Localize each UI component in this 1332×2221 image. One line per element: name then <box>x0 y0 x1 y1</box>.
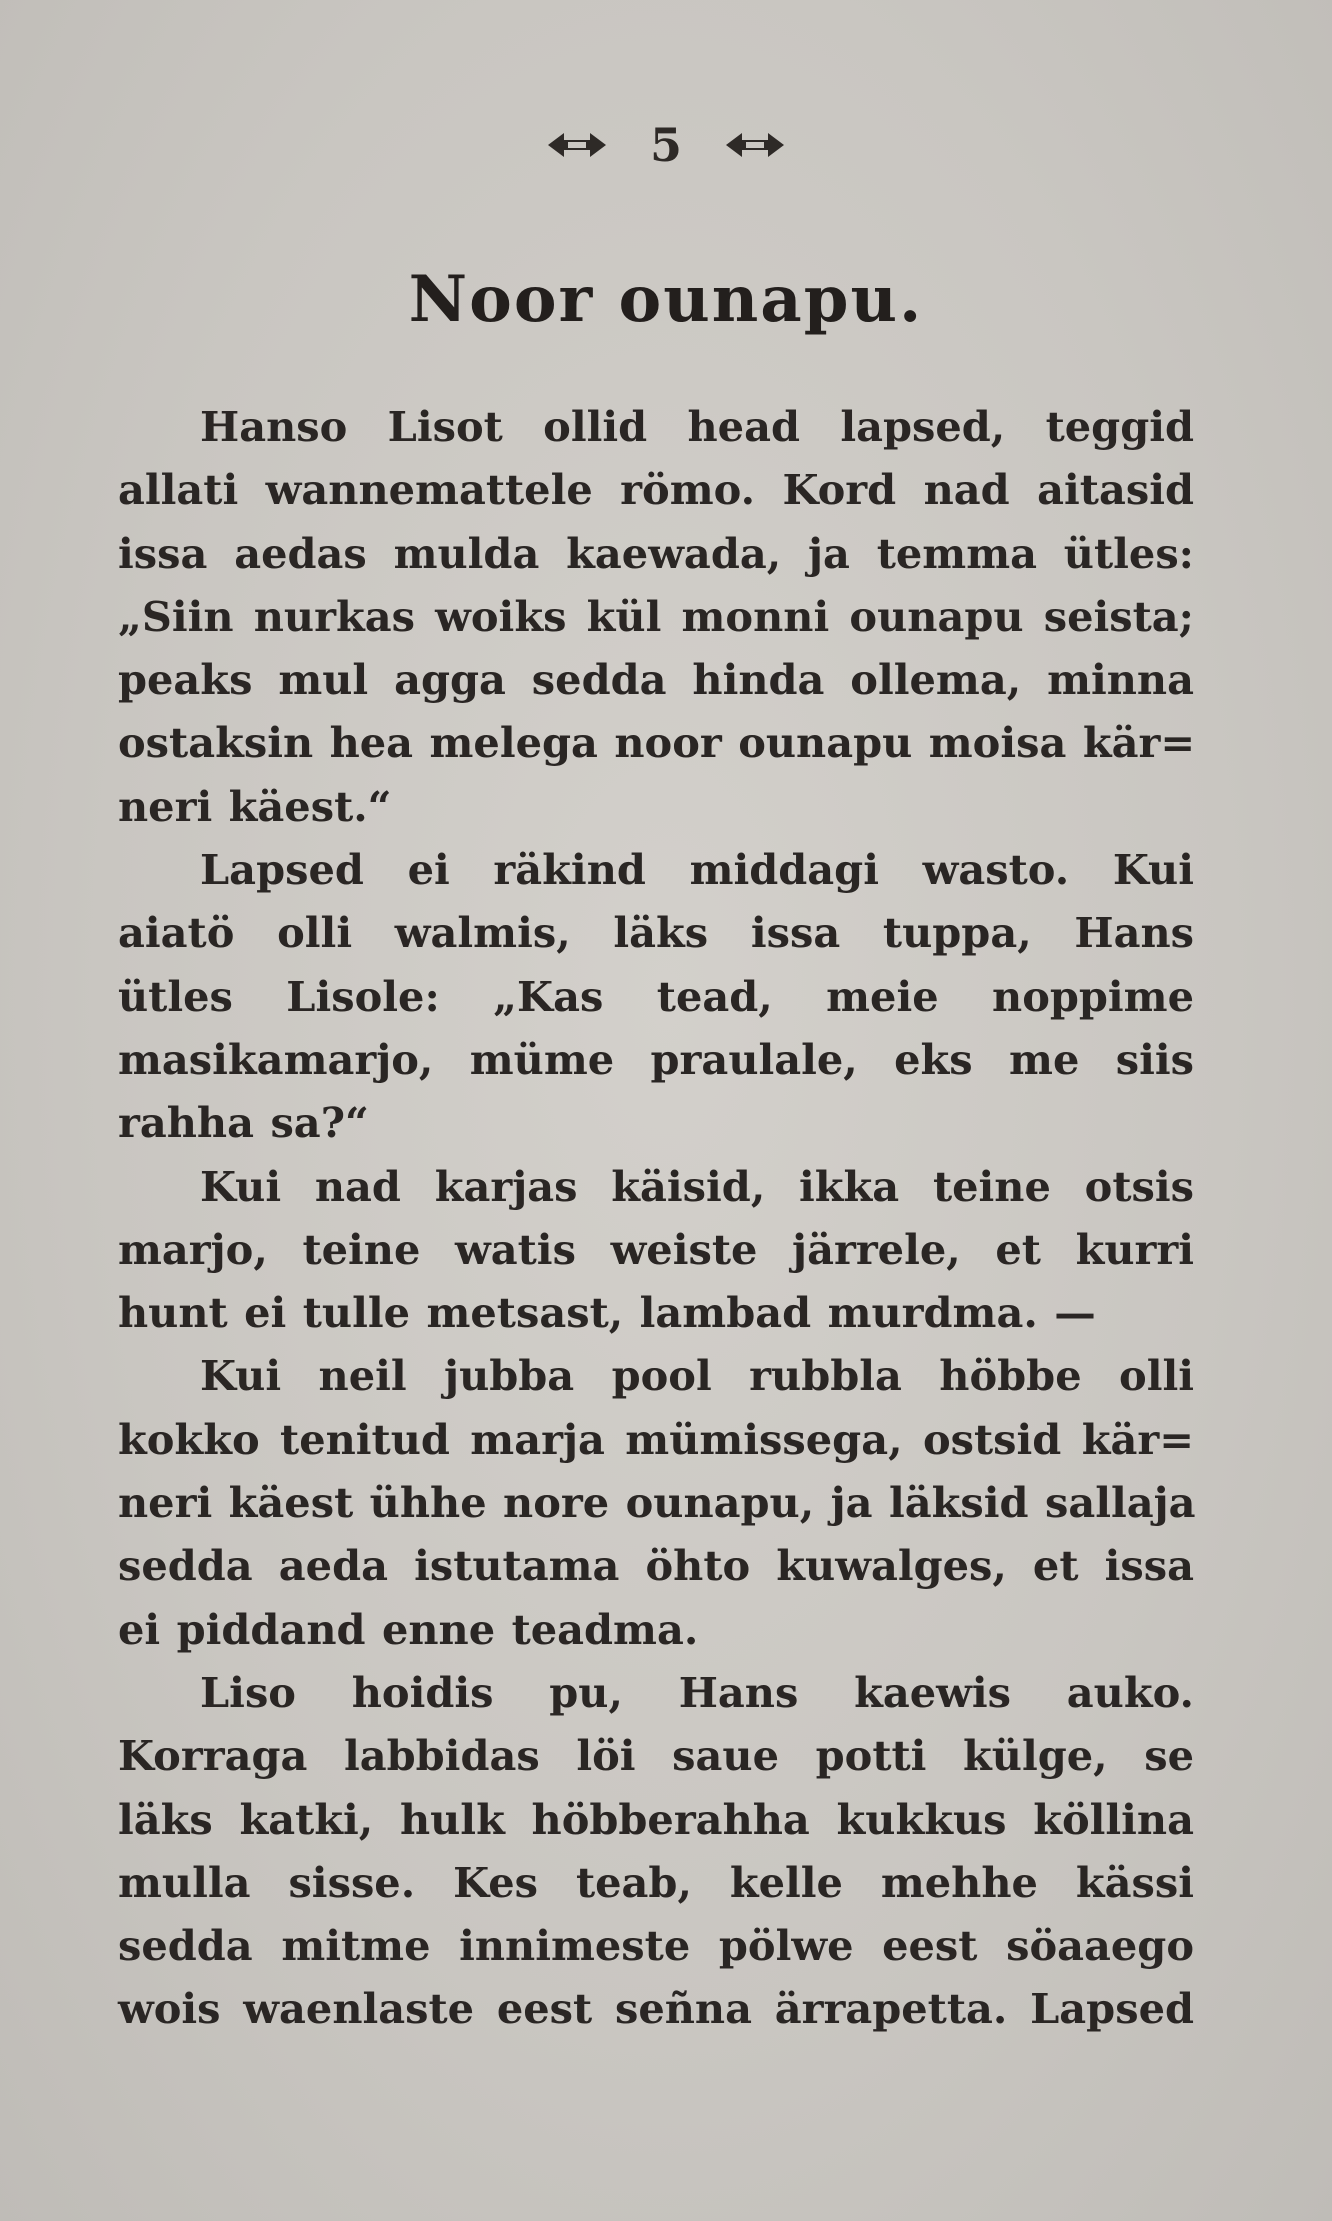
text-line: rahha sa?“ <box>118 1098 369 1148</box>
story-title: Noor ounapu. <box>408 262 924 337</box>
text-line: peaks mul agga sedda hinda ollema, minna <box>118 655 1194 705</box>
paragraph <box>118 395 1194 838</box>
text-line: Hanso Lisot ollid head lapsed, teggid <box>200 402 1194 451</box>
text-line: ei piddand enne teadma. <box>118 1604 699 1654</box>
right-ornament-icon <box>722 128 788 162</box>
page-number: 5 <box>649 118 682 172</box>
story-body <box>118 395 1194 2041</box>
text-line: mulla sisse. Kes teab, kelle mehhe kässi <box>118 1857 1194 1907</box>
text-line: ütles Lisole: „Kas tead, meie noppime <box>118 971 1194 1021</box>
text-line: allati wannemattele römo. Kord nad aitasid <box>118 465 1194 515</box>
text-line: Kui nad karjas käisid, ikka teine otsis <box>200 1161 1194 1211</box>
left-ornament-icon <box>544 128 610 162</box>
text-line: neri käest.“ <box>118 781 392 831</box>
paragraph <box>118 838 1194 1154</box>
text-line: kokko tenitud marja mümissega, ostsid kär= <box>118 1414 1194 1464</box>
text-line: läks katki, hulk höbberahha kukkus köllina <box>118 1794 1194 1844</box>
text-line: Korraga labbidas löi saue potti külge, se <box>118 1731 1194 1781</box>
paragraph <box>118 1155 1194 1345</box>
text-line: masikamarjo, müme praulale, eks me siis <box>118 1034 1194 1084</box>
page-header <box>0 118 1332 172</box>
text-line: neri käest ühhe nore ounapu, ja läksid sallaja <box>118 1478 1196 1528</box>
paragraph <box>118 1661 1194 2041</box>
text-line: sedda mitme innimeste pölwe eest söaaego <box>118 1921 1194 1971</box>
text-line: aiatö olli walmis, läks issa tuppa, Hans <box>118 908 1194 958</box>
text-line: sedda aeda istutama öhto kuwalges, et issa <box>118 1541 1194 1591</box>
text-line: Lapsed ei räkind middagi wasto. Kui <box>200 845 1194 895</box>
text-line: ostaksin hea melega noor ounapu moisa kär= <box>118 718 1196 768</box>
text-line: wois waenlaste eest señna ärrapetta. Lapsed <box>118 1984 1194 2034</box>
paragraph <box>118 1344 1194 1660</box>
text-line: marjo, teine watis weiste järrele, et kurri <box>118 1224 1194 1274</box>
text-line: „Siin nurkas woiks kül monni ounapu seista; <box>118 591 1194 641</box>
text-line: Kui neil jubba pool rubbla höbbe olli <box>200 1351 1194 1401</box>
text-line: Liso hoidis pu, Hans kaewis auko. <box>200 1667 1194 1717</box>
text-line: hunt ei tulle metsast, lambad murdma. — <box>118 1288 1096 1338</box>
text-line: issa aedas mulda kaewada, ja temma ütles: <box>118 528 1194 578</box>
